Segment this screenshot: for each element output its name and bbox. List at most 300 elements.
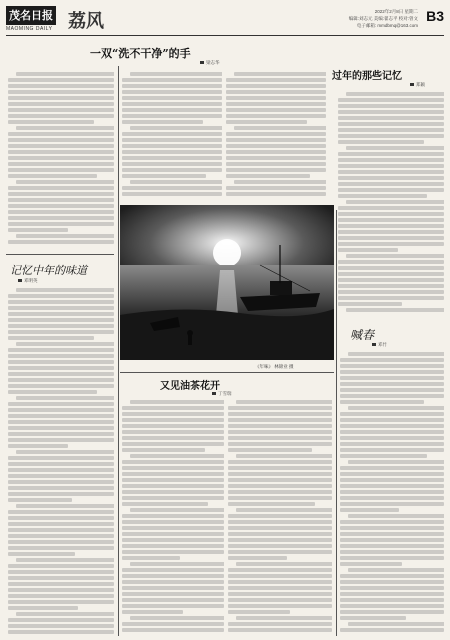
text-line xyxy=(130,180,222,184)
text-line xyxy=(340,562,402,566)
text-line xyxy=(340,496,444,500)
text-line xyxy=(226,144,326,148)
text-line xyxy=(16,612,114,616)
text-line xyxy=(8,408,114,412)
text-line xyxy=(8,138,114,142)
text-line xyxy=(228,568,332,572)
text-line xyxy=(8,306,114,310)
text-line xyxy=(338,164,444,168)
date-line: 2022年2月8日 星期二 xyxy=(374,9,418,14)
article-byline-camellia xyxy=(212,391,232,397)
text-line xyxy=(348,406,444,410)
photo-caption: 《年味》 林锦业 摄 xyxy=(255,364,294,369)
text-line xyxy=(236,454,332,458)
text-line xyxy=(16,126,114,130)
text-line xyxy=(122,162,222,166)
text-line xyxy=(8,426,114,430)
text-line xyxy=(340,484,444,488)
text-line xyxy=(340,520,444,524)
text-line xyxy=(228,502,315,506)
text-line xyxy=(8,474,114,478)
text-line xyxy=(8,300,114,304)
text-line xyxy=(236,562,332,566)
text-line xyxy=(122,90,222,94)
text-line xyxy=(122,424,224,428)
text-line xyxy=(8,348,114,352)
text-line xyxy=(8,588,114,592)
text-line xyxy=(226,132,326,136)
text-line xyxy=(122,150,222,154)
text-line xyxy=(122,622,224,626)
text-line xyxy=(340,394,444,398)
text-line xyxy=(16,72,114,76)
text-line xyxy=(226,108,326,112)
text-line xyxy=(122,78,222,82)
text-column xyxy=(122,400,224,636)
text-line xyxy=(8,528,114,532)
text-line xyxy=(340,400,424,404)
text-line xyxy=(8,456,114,460)
text-line xyxy=(348,622,444,626)
text-line xyxy=(8,402,114,406)
text-line xyxy=(16,396,114,400)
text-column xyxy=(226,72,326,200)
text-line xyxy=(340,610,444,614)
text-line xyxy=(8,594,114,598)
text-line xyxy=(226,192,326,196)
byline-mark-icon xyxy=(212,392,216,395)
text-line xyxy=(122,168,222,172)
divider xyxy=(6,254,114,255)
text-line xyxy=(8,360,114,364)
text-line xyxy=(130,616,224,620)
text-line xyxy=(228,484,332,488)
byline-mark-icon xyxy=(410,83,414,86)
text-line xyxy=(340,358,444,362)
text-line xyxy=(122,102,222,106)
text-line xyxy=(122,502,208,506)
text-line xyxy=(340,388,444,392)
text-line xyxy=(228,544,332,548)
text-line xyxy=(8,600,114,604)
text-line xyxy=(340,592,444,596)
text-line xyxy=(234,72,326,76)
text-line xyxy=(122,544,224,548)
text-line xyxy=(340,526,444,530)
text-line xyxy=(228,442,332,446)
text-line xyxy=(122,610,183,614)
text-line xyxy=(8,156,114,160)
editors-line: 编辑:刘志元 美编:翟志平 校对:曾文 xyxy=(348,16,418,21)
text-column xyxy=(122,72,222,200)
text-line xyxy=(340,364,444,368)
text-line xyxy=(130,72,222,76)
text-line xyxy=(338,236,444,240)
text-line xyxy=(338,218,444,222)
byline-mark-icon xyxy=(18,279,22,282)
article-byline-spring xyxy=(372,342,387,348)
text-line xyxy=(8,624,114,628)
text-line xyxy=(8,102,114,106)
text-line xyxy=(340,466,444,470)
newspaper-logo-en: MAOMING DAILY xyxy=(6,26,53,32)
text-line xyxy=(346,92,444,96)
text-line xyxy=(226,84,326,88)
text-line xyxy=(122,460,224,464)
text-line xyxy=(338,170,444,174)
article-title-taste: 记忆中年的味道 xyxy=(10,264,87,277)
text-line xyxy=(340,430,444,434)
text-line xyxy=(8,576,114,580)
text-line xyxy=(8,228,68,232)
text-line xyxy=(122,466,224,470)
text-line xyxy=(338,290,444,294)
text-line xyxy=(340,478,444,482)
text-line xyxy=(348,460,444,464)
text-line xyxy=(338,158,444,162)
byline-author: 邓明英 xyxy=(24,278,38,283)
text-line xyxy=(228,604,332,608)
text-line xyxy=(340,382,444,386)
text-line xyxy=(338,296,444,300)
masthead-info xyxy=(349,8,418,29)
text-line xyxy=(8,414,114,418)
text-line xyxy=(16,288,114,292)
text-line xyxy=(226,150,326,154)
text-line xyxy=(122,138,222,142)
text-line xyxy=(228,418,332,422)
article-byline-taste xyxy=(18,278,38,284)
text-line xyxy=(338,212,444,216)
text-line xyxy=(340,628,444,632)
text-line xyxy=(228,586,332,590)
text-line xyxy=(122,490,224,494)
text-line xyxy=(228,598,332,602)
text-line xyxy=(122,604,224,608)
text-line xyxy=(122,84,222,88)
text-line xyxy=(16,342,114,346)
text-line xyxy=(8,564,114,568)
text-line xyxy=(348,514,444,518)
byline-author: 郑颖 xyxy=(416,82,425,87)
text-line xyxy=(338,278,444,282)
text-line xyxy=(8,534,114,538)
text-line xyxy=(340,574,444,578)
text-line xyxy=(236,508,332,512)
text-line xyxy=(8,168,114,172)
person-silhouette xyxy=(188,335,192,345)
text-line xyxy=(8,378,114,382)
byline-mark-icon xyxy=(372,343,376,346)
text-line xyxy=(122,442,224,446)
text-line xyxy=(122,192,222,196)
text-line xyxy=(340,418,444,422)
text-line xyxy=(8,294,114,298)
text-line xyxy=(228,460,332,464)
text-line xyxy=(8,216,114,220)
text-line xyxy=(228,538,332,542)
text-line xyxy=(228,550,332,554)
text-line xyxy=(8,162,114,166)
text-line xyxy=(338,224,444,228)
text-line xyxy=(228,490,332,494)
sea-fishing-boat-photo xyxy=(120,205,334,360)
text-line xyxy=(122,574,224,578)
text-line xyxy=(8,150,114,154)
text-line xyxy=(340,544,444,548)
text-line xyxy=(130,454,224,458)
text-line xyxy=(340,436,444,440)
text-line xyxy=(122,132,222,136)
text-line xyxy=(8,96,114,100)
text-line xyxy=(338,188,444,192)
text-line xyxy=(228,520,332,524)
text-line xyxy=(340,376,444,380)
text-line xyxy=(340,490,444,494)
text-line xyxy=(122,96,222,100)
text-line xyxy=(8,570,114,574)
text-line xyxy=(338,182,444,186)
text-line xyxy=(340,550,444,554)
text-line xyxy=(122,580,224,584)
text-line xyxy=(130,562,224,566)
text-line xyxy=(340,616,406,620)
text-line xyxy=(346,308,444,312)
text-line xyxy=(8,384,114,388)
text-line xyxy=(122,496,224,500)
text-line xyxy=(346,200,444,204)
text-line xyxy=(16,450,114,454)
text-line xyxy=(338,242,444,246)
text-line xyxy=(228,574,332,578)
boat-cabin xyxy=(270,281,292,295)
text-line xyxy=(122,526,224,530)
text-line xyxy=(228,424,332,428)
text-line xyxy=(122,114,222,118)
text-line xyxy=(8,324,114,328)
text-line xyxy=(340,454,427,458)
text-line xyxy=(338,206,444,210)
text-column xyxy=(340,352,444,636)
text-line xyxy=(122,586,224,590)
text-line xyxy=(8,432,114,436)
text-line xyxy=(228,496,332,500)
text-line xyxy=(8,546,114,550)
masthead xyxy=(6,6,444,36)
text-line xyxy=(122,598,224,602)
text-line xyxy=(338,194,427,198)
article-byline-memories xyxy=(410,82,425,88)
text-line xyxy=(122,628,224,632)
text-line xyxy=(8,318,114,322)
text-line xyxy=(228,412,332,416)
text-line xyxy=(8,330,114,334)
text-line xyxy=(228,592,332,596)
text-line xyxy=(8,390,97,394)
article-title-camellia: 又见油茶花开 xyxy=(160,381,220,392)
text-line xyxy=(340,412,444,416)
text-line xyxy=(340,586,444,590)
text-line xyxy=(338,272,444,276)
text-line xyxy=(236,616,332,620)
text-line xyxy=(338,266,444,270)
text-line xyxy=(340,508,399,512)
text-line xyxy=(346,146,444,150)
text-line xyxy=(228,430,332,434)
text-line xyxy=(8,582,114,586)
text-line xyxy=(8,438,114,442)
text-line xyxy=(8,372,114,376)
email-line: 电子邮箱: mmdbmq@163.com xyxy=(356,23,418,28)
text-line xyxy=(8,468,114,472)
article-title-hands: 一双“洗不干净”的手 xyxy=(90,47,191,60)
text-line xyxy=(338,140,424,144)
text-line xyxy=(236,400,332,404)
text-line xyxy=(228,526,332,530)
text-line xyxy=(338,260,444,264)
text-line xyxy=(122,568,224,572)
text-line xyxy=(340,472,444,476)
text-line xyxy=(338,104,444,108)
text-line xyxy=(122,186,222,190)
text-line xyxy=(16,234,114,238)
text-line xyxy=(338,230,444,234)
newspaper-logo: 茂名日报 xyxy=(6,6,56,25)
text-line xyxy=(122,550,224,554)
text-line xyxy=(228,622,332,626)
text-line xyxy=(8,78,114,82)
text-line xyxy=(340,370,444,374)
text-line xyxy=(122,472,224,476)
text-line xyxy=(122,520,224,524)
text-line xyxy=(122,418,224,422)
text-line xyxy=(8,186,114,190)
text-column xyxy=(338,92,444,317)
text-line xyxy=(228,514,332,518)
text-line xyxy=(226,78,326,82)
text-line xyxy=(122,436,224,440)
text-line xyxy=(8,498,72,502)
text-line xyxy=(226,186,326,190)
text-line xyxy=(122,108,222,112)
text-line xyxy=(122,430,224,434)
text-line xyxy=(338,176,444,180)
divider xyxy=(118,66,119,636)
text-line xyxy=(8,492,114,496)
text-line xyxy=(122,532,224,536)
text-column xyxy=(8,72,114,250)
text-line xyxy=(340,580,444,584)
text-line xyxy=(8,312,114,316)
text-line xyxy=(130,508,224,512)
text-line xyxy=(234,180,326,184)
text-line xyxy=(340,538,444,542)
text-line xyxy=(8,354,114,358)
text-line xyxy=(122,412,224,416)
text-line xyxy=(338,248,398,252)
text-line xyxy=(16,558,114,562)
text-line xyxy=(16,180,114,184)
byline-author: 丁雪瑞 xyxy=(218,391,232,396)
text-line xyxy=(338,302,402,306)
text-line xyxy=(8,114,114,118)
text-line xyxy=(8,516,114,520)
text-line xyxy=(228,580,332,584)
text-line xyxy=(8,132,114,136)
text-line xyxy=(8,198,114,202)
text-line xyxy=(228,436,332,440)
text-line xyxy=(228,472,332,476)
text-line xyxy=(226,168,326,172)
section-title: 荔风 xyxy=(68,11,104,32)
text-line xyxy=(8,84,114,88)
byline-author: 梁志华 xyxy=(206,60,220,65)
text-line xyxy=(228,628,332,632)
text-line xyxy=(348,568,444,572)
text-line xyxy=(340,448,444,452)
text-line xyxy=(340,532,444,536)
text-line xyxy=(122,144,222,148)
text-line xyxy=(8,462,114,466)
text-line xyxy=(226,156,326,160)
text-line xyxy=(122,448,205,452)
text-line xyxy=(226,138,326,142)
text-line xyxy=(130,400,224,404)
text-line xyxy=(338,122,444,126)
text-line xyxy=(122,120,203,124)
text-line xyxy=(346,254,444,258)
text-line xyxy=(8,108,114,112)
text-line xyxy=(8,222,114,226)
text-line xyxy=(16,504,114,508)
text-line xyxy=(8,444,68,448)
text-line xyxy=(122,514,224,518)
text-line xyxy=(234,126,326,130)
text-line xyxy=(8,144,114,148)
text-line xyxy=(226,162,326,166)
text-line xyxy=(8,192,114,196)
text-line xyxy=(228,406,332,410)
text-line xyxy=(226,114,326,118)
text-line xyxy=(8,204,114,208)
text-line xyxy=(338,98,444,102)
byline-mark-icon xyxy=(200,61,204,64)
text-line xyxy=(8,486,114,490)
shore xyxy=(120,309,334,360)
text-line xyxy=(338,116,444,120)
text-line xyxy=(8,366,114,370)
text-line xyxy=(340,442,444,446)
text-line xyxy=(8,174,97,178)
text-line xyxy=(340,604,444,608)
text-column xyxy=(8,288,114,636)
text-line xyxy=(122,406,224,410)
divider xyxy=(336,210,337,636)
text-line xyxy=(8,336,94,340)
article-byline-hands xyxy=(200,60,220,66)
text-line xyxy=(8,630,114,634)
text-line xyxy=(8,552,75,556)
sun-icon xyxy=(213,239,241,267)
text-line xyxy=(8,120,94,124)
divider xyxy=(120,372,334,373)
text-line xyxy=(8,510,114,514)
byline-author: 邓竹 xyxy=(378,342,387,347)
text-line xyxy=(8,480,114,484)
text-line xyxy=(8,522,114,526)
text-line xyxy=(340,424,444,428)
text-line xyxy=(122,556,180,560)
